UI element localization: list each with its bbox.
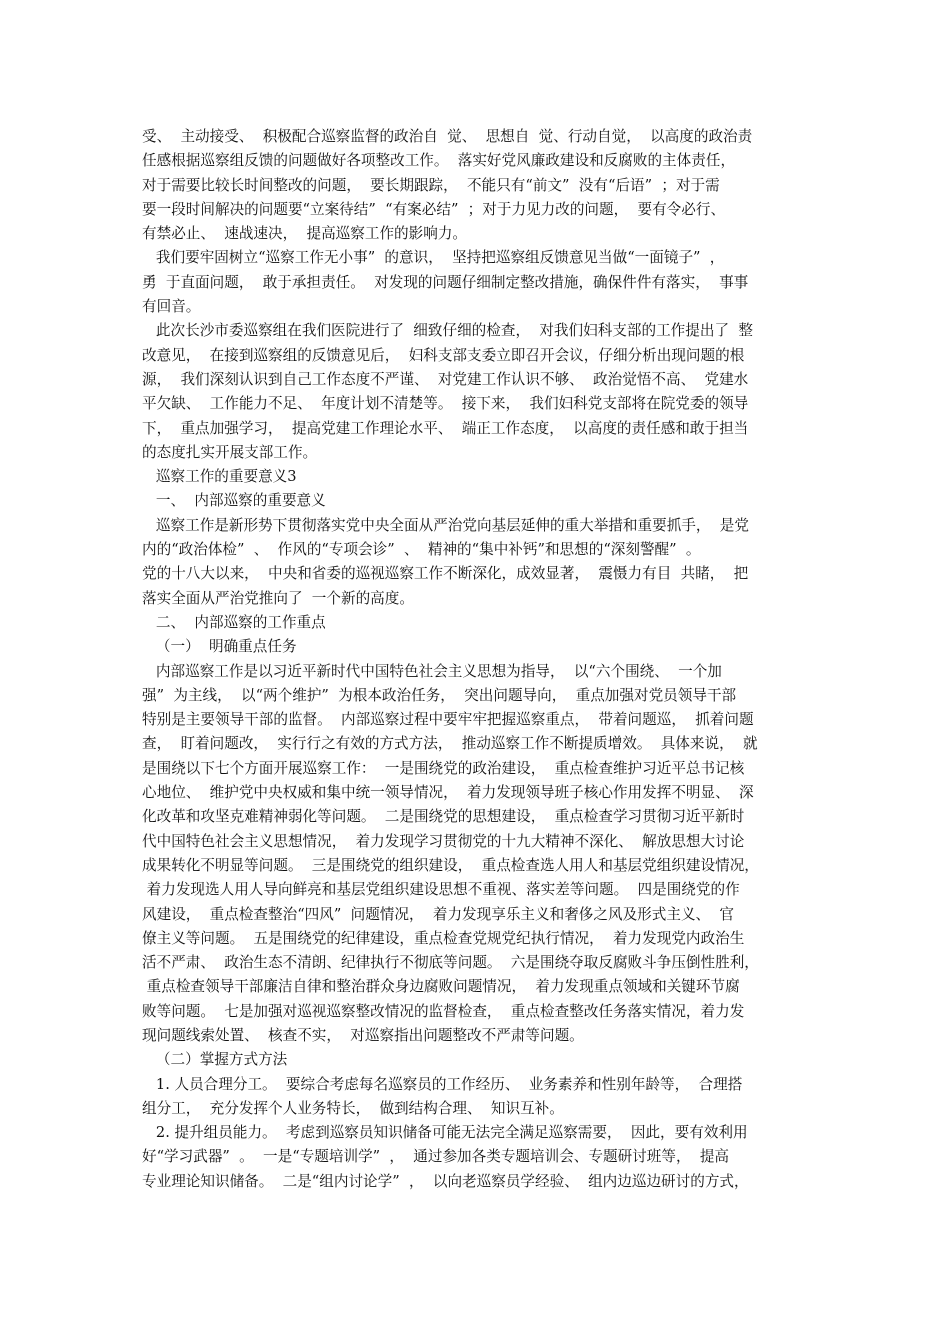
text-line: 此次长沙市委巡察组在我们医院进行了 细致仔细的检查， 对我们妇科支部的工作提出了 整 bbox=[142, 322, 753, 340]
text-line: 化改革和攻坚克难精神弱化等问题。 二是围绕党的思想建设， 重点检查学习贯彻习近平新时 bbox=[142, 808, 745, 826]
text-line: 败等问题。 七是加强对巡视巡察整改情况的监督检查， 重点检查整改任务落实情况，着力发 bbox=[142, 1002, 745, 1020]
text-line: 是围绕以下七个方面开展巡察工作： 一是围绕党的政治建设， 重点检查维护习近平总书记核 bbox=[142, 759, 745, 777]
text-line: 巡察工作的重要意义3 bbox=[142, 468, 297, 486]
text-line: 平欠缺、 工作能力不足、 年度计划不清楚等。 接下来， 我们妇科党支部将在院党委的领导 bbox=[142, 395, 749, 413]
text-line: 党的十八大以来， 中央和省委的巡视巡察工作不断深化，成效显著， 震慑力有目 共睹， 把 bbox=[142, 565, 749, 583]
text-line: 要一段时间解决的问题要“立案待结” “有案必结” ；对于力见力改的问题， 要有令必行、 bbox=[142, 200, 726, 218]
paragraph bbox=[142, 514, 812, 611]
text-line: 着力发现选人用人导向鲜亮和基层党组织建设思想不重视、落实差等问题。 四是围绕党的作 bbox=[142, 881, 740, 899]
text-line: 的态度扎实开展支部工作。 bbox=[142, 443, 318, 461]
text-line: 组分工， 充分发挥个人业务特长， 做到结构合理、 知识互补。 bbox=[142, 1099, 564, 1117]
paragraph bbox=[142, 1073, 812, 1122]
text-line: 2. 提升组员能力。 考虑到巡察员知识储备可能无法完全满足巡察需要， 因此，要有效利用 bbox=[142, 1124, 748, 1142]
text-line: 二、 内部巡察的工作重点 bbox=[142, 613, 326, 631]
text-line: 强” 为主线， 以“两个维护” 为根本政治任务， 突出问题导向， 重点加强对党员领导干部 bbox=[142, 686, 737, 704]
text-line: 落实全面从严治党推向了 一个新的高度。 bbox=[142, 589, 414, 607]
text-line: 专业理论知识储备。 二是“组内讨论学” ， 以向老巡察员学经验、 组内边巡边研讨的方式， bbox=[142, 1172, 749, 1190]
paragraph bbox=[142, 319, 812, 465]
text-line: 巡察工作是新形势下贯彻落实党中央全面从严治党向基层延伸的重大举措和重要抓手， 是党 bbox=[142, 516, 749, 534]
text-line: 心地位、 维护党中央权威和集中统一领导情况， 着力发现领导班子核心作用发挥不明显、 深 bbox=[142, 784, 754, 802]
text-line: 源， 我们深刻认识到自己工作态度不严谨、 对党建工作认识不够、 政治觉悟不高、 党建水 bbox=[142, 370, 749, 388]
text-line: 僚主义等问题。 五是围绕党的纪律建设，重点检查党规党纪执行情况， 着力发现党内政治生 bbox=[142, 929, 745, 947]
document-body bbox=[142, 125, 812, 1194]
text-line: 下， 重点加强学习， 提高党建工作理论水平、 端正工作态度， 以高度的责任感和敢于担当 bbox=[142, 419, 749, 437]
text-line: 勇 于直面问题， 敢于承担责任。 对发现的问题仔细制定整改措施，确保件件有落实， 事事 bbox=[142, 273, 749, 291]
text-line: 有禁必止、 速战速决， 提高巡察工作的影响力。 bbox=[142, 225, 468, 243]
text-line: （二）掌握方式方法 bbox=[142, 1051, 288, 1069]
text-line: 查， 盯着问题改， 实行行之有效的方式方法， 推动巡察工作不断提质增效。 具体来说， 就 bbox=[142, 735, 758, 753]
text-line: 好“学习武器” 。 一是“专题培训学” ， 通过参加各类专题培训会、专题研讨班等， 提高 bbox=[142, 1148, 730, 1166]
text-line: 现问题线索处置、 核查不实， 对巡察指出问题整改不严肃等问题。 bbox=[142, 1026, 584, 1044]
text-line: 1. 人员合理分工。 要综合考虑每名巡察员的工作经历、 业务素养和性别年龄等， 合理搭 bbox=[142, 1075, 743, 1093]
text-line: 我们要牢固树立“巡察工作无小事” 的意识， 坚持把巡察组反馈意见当做“一面镜子” ， bbox=[142, 249, 725, 267]
paragraph bbox=[142, 125, 812, 246]
paragraph bbox=[142, 635, 812, 659]
text-line: 受、 主动接受、 积极配合巡察监督的政治自 觉、 思想自 觉、行动自觉， 以高度的政治责 bbox=[142, 128, 753, 145]
text-line: 任感根据巡察组反馈的问题做好各项整改工作。 落实好党风廉政建设和反腐败的主体责任， bbox=[142, 152, 736, 170]
paragraph bbox=[142, 465, 812, 489]
paragraph bbox=[142, 660, 812, 1049]
text-line: 对于需要比较长时间整改的问题， 要长期跟踪， 不能只有“前文” 没有“后语” ；对于需 bbox=[142, 176, 720, 194]
paragraph bbox=[142, 489, 812, 513]
text-line: 有回音。 bbox=[142, 298, 201, 316]
text-line: 成果转化不明显等问题。 三是围绕党的组织建设， 重点检查选人用人和基层党组织建设情况， bbox=[142, 856, 759, 874]
paragraph bbox=[142, 611, 812, 635]
text-line: 特别是主要领导干部的监督。 内部巡察过程中要牢牢把握巡察重点， 带着问题巡， 抓着问题 bbox=[142, 711, 754, 729]
paragraph bbox=[142, 1048, 812, 1072]
text-line: 代中国特色社会主义思想情况， 着力发现学习贯彻党的十九大精神不深化、 解放思想大讨论 bbox=[142, 832, 745, 850]
paragraph bbox=[142, 1121, 812, 1194]
text-line: 重点检查领导干部廉洁自律和整治群众身边腐败问题情况， 着力发现重点领域和关键环节腐 bbox=[142, 978, 740, 996]
text-line: （一） 明确重点任务 bbox=[142, 638, 297, 656]
text-line: 改意见， 在接到巡察组的反馈意见后， 妇科支部支委立即召开会议，仔细分析出现问题的根 bbox=[142, 346, 745, 364]
paragraph bbox=[142, 246, 812, 319]
text-line: 活不严肃、 政治生态不清朗、纪律执行不彻底等问题。 六是围绕夺取反腐败斗争压倒性胜利， bbox=[142, 954, 759, 972]
text-line: 风建设， 重点检查整治“四风” 问题情况， 着力发现享乐主义和奢侈之风及形式主义、 官 bbox=[142, 905, 735, 923]
text-line: 一、 内部巡察的重要意义 bbox=[142, 492, 326, 510]
text-line: 内的“政治体检” 、 作风的“专项会诊” 、 精神的“集中补钙”和思想的“深刻警醒” 。 bbox=[142, 541, 701, 559]
text-line: 内部巡察工作是以习近平新时代中国特色社会主义思想为指导， 以“六个围绕、 一个加 bbox=[142, 662, 722, 680]
